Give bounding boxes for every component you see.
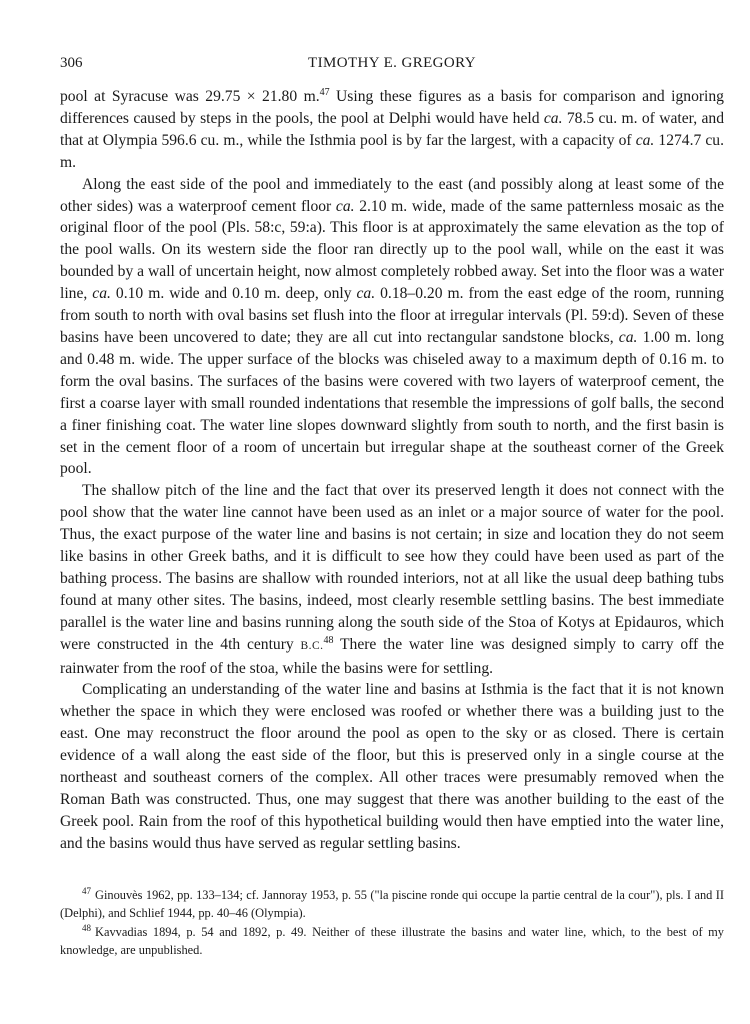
footnote-48: $^{48}$ Kavvadias 1894, p. 54 and 1892, p. 49. Neither of these illustrate the basins and water line, which, to the best of my knowledge, are unpublished.	[60, 923, 724, 958]
paragraph-3: The shallow pitch of the line and the fact that over its preserved length it does not connect with the pool show that the water line cannot have been used as an inlet or a major source of water for the pool. Thus, the exact purpose of the water line and basins is not certain; in size and location they do not seem like basins in other Greek baths, and it is difficult to see how they could have been used as part of the bathing process. The basins are shallow with rounded interiors, not at all like the usual deep bathing tubs found at many other sites. The basins, indeed, most clearly resemble settling basins. The best immediate parallel is the water line and basins running along the south side of the Stoa of Kotys at Epidauros, which were constructed in the 4th century B.C.$^{48}$ There the water line was designed simply to carry off the rainwater from the roof of the stoa, while the basins were for settling.	[60, 482, 725, 677]
footnote-ref-48[interactable]: 48	[323, 634, 334, 646]
page	[60, 52, 724, 961]
paragraph-2: Along the east side of the pool and immediately to the east (and possibly along at least some of the other sides) was a waterproof cement floor ca. 2.10 m. wide, made of the same patternless mosaic as the original floor of the pool (Pls. 58:c, 59:a). This floor is at approximately the same elevation as the top of the pool walls. On its western side the floor ran directly up to the pool wall, while on the east it was bounded by a wall of uncertain height, now almost completely robbed away. Set into the floor was a water line, ca. 0.10 m. wide and 0.10 m. deep, only ca. 0.18–0.20 m. from the east edge of the room, running from south to north with oval basins set flush into the floor at irregular intervals (Pl. 59:d). Seven of these basins have been uncovered to date; they are all cut into rectangular sandstone blocks, ca. 1.00 m. long and 0.48 m. wide. The upper surface of the blocks was chiseled away to a maximum depth of 0.16 m. to form the oval basins. The surfaces of the basins were covered with two layers of waterproof cement, the first a coarse layer with small rounded indentations that resemble the impressions of golf balls, the second a finer finishing coat. The water line slopes downward slightly from south to north, and the first basin is set in the cement floor of a room of uncertain but irregular shape at the southeast corner of the Greek pool.	[60, 175, 725, 478]
paragraph-4: Complicating an understanding of the water line and basins at Isthmia is the fact that it is not known whether the space in which they were enclosed was roofed or whether there was a building just to the east. One may reconstruct the floor around the pool as open to the sky or as closed. There is certain evidence of a wall along the east side of the floor, but this is preserved only in a single course at the northeast and southeast corners of the complex. All other traces were presumably removed when the Roman Bath was constructed. Thus, one may suggest that there was another building to the east of the Greek pool. Rain from the roof of this hypothetical building would then have emptied into the water line, and the basins would thus have served as regular settling basins.	[60, 681, 724, 852]
body-text	[60, 86, 724, 855]
running-head: TIMOTHY E. GREGORY	[308, 55, 476, 71]
footnotes	[60, 886, 724, 960]
footnote-ref-47[interactable]: 47	[319, 86, 330, 98]
page-header	[60, 52, 724, 74]
footnote-47: $^{47}$ Ginouvès 1962, pp. 133–134; cf. Jannoray 1953, p. 55 ("la piscine ronde qui occupe la partie central de la cour"), pls. I and II (Delphi), and Schlief 1944, pp. 40–46 (Olympia).	[60, 885, 724, 920]
page-number: 306	[60, 55, 83, 71]
paragraph-1: pool at Syracuse was 29.75 × 21.80 m.$^{47}$ Using these figures as a basis for comparison and ignoring differences caused by steps in the pools, the pool at Delphi would have held ca. 78.5 cu. m. of water, and that at Olympia 596.6 cu. m., while the Isthmia pool is by far the largest, with a capacity of ca. 1274.7 cu. m.	[60, 86, 724, 171]
